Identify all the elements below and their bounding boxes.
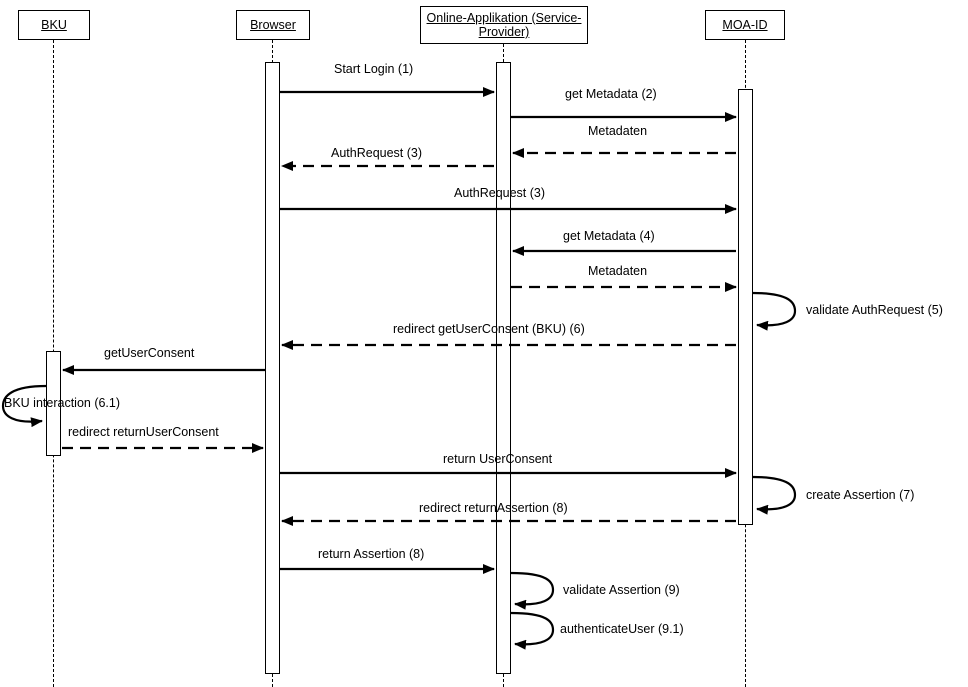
activation-moaid xyxy=(738,89,753,525)
lifeline-label-browser: Browser xyxy=(250,17,296,32)
message-label-getuserconsent: getUserConsent xyxy=(104,346,195,360)
message-label-metadaten-1: Metadaten xyxy=(588,124,648,138)
lifeline-label-moaid: MOA-ID xyxy=(722,17,768,32)
message-label-get-metadata-2: get Metadata (2) xyxy=(565,87,657,101)
message-label-start-login: Start Login (1) xyxy=(334,62,414,76)
message-label-redirect-returnuserconsent: redirect returnUserConsent xyxy=(68,425,219,439)
lifeline-head-browser[interactable] xyxy=(236,10,310,40)
message-label-create-assertion: create Assertion (7) xyxy=(806,488,915,502)
message-label-return-assertion: return Assertion (8) xyxy=(318,547,425,561)
activation-browser xyxy=(265,62,280,674)
lifeline-head-online-applikation[interactable] xyxy=(420,6,588,44)
activation-online-applikation xyxy=(496,62,511,674)
lifeline-head-moaid[interactable] xyxy=(705,10,785,40)
message-label-metadaten-2: Metadaten xyxy=(588,264,648,278)
message-label-redirect-getuserconsent: redirect getUserConsent (BKU) (6) xyxy=(393,322,585,336)
message-label-validate-assertion: validate Assertion (9) xyxy=(563,583,680,597)
message-label-return-userconsent: return UserConsent xyxy=(443,452,553,466)
lifeline-head-bku[interactable] xyxy=(18,10,90,40)
message-label-bku-interaction: BKU interaction (6.1) xyxy=(4,396,121,410)
message-label-authenticateuser: authenticateUser (9.1) xyxy=(560,622,684,636)
message-label-redirect-returnassertion: redirect returnAssertion (8) xyxy=(419,501,568,515)
lifeline-label-online-applikation: Online-Applikation (Service-Provider) xyxy=(426,10,582,39)
lifeline-label-bku: BKU xyxy=(41,17,67,32)
message-label-validate-authrequest: validate AuthRequest (5) xyxy=(806,303,943,317)
message-label-get-metadata-4: get Metadata (4) xyxy=(563,229,655,243)
message-label-authrequest-3a: AuthRequest (3) xyxy=(331,146,423,160)
message-label-authrequest-3b: AuthRequest (3) xyxy=(454,186,546,200)
